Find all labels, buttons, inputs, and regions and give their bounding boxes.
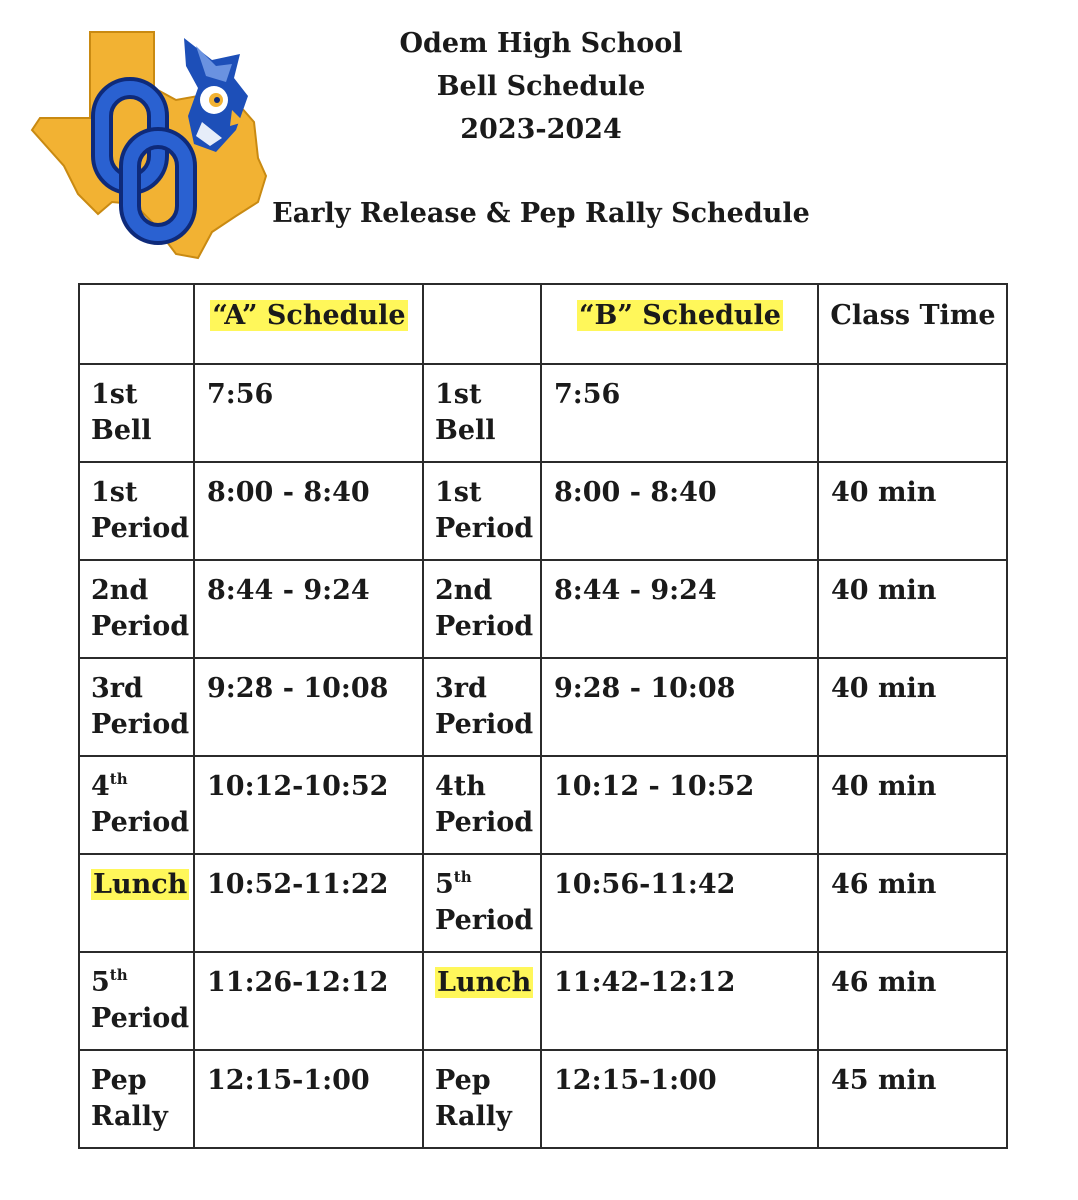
a-period-cell: 1st Period [79,462,194,560]
class-time-cell: 45 min [818,1050,1007,1148]
a-period-cell: 1st Bell [79,364,194,462]
b-time-cell: 12:15-1:00 [541,1050,818,1148]
class-time-cell: 40 min [818,560,1007,658]
b-period-cell [423,952,541,1050]
b-period-cell: 3rd Period [423,658,541,756]
b-period-cell: 5th Period [423,854,541,952]
header-b-period [423,284,541,364]
schedule-title: Bell Schedule [436,71,646,102]
b-time-cell: 9:28 - 10:08 [541,658,818,756]
b-time-cell: 8:00 - 8:40 [541,462,818,560]
a-period-cell: 4th Period [79,756,194,854]
b-period-cell: 1st Bell [423,364,541,462]
b-period-cell: 4th Period [423,756,541,854]
table-row [79,952,1007,1050]
table-row [79,364,1007,462]
class-time-cell [818,364,1007,462]
lunch-highlight: Lunch [93,869,188,900]
b-period-cell: 1st Period [423,462,541,560]
b-time-cell: 11:42-12:12 [541,952,818,1050]
a-time-cell: 8:44 - 9:24 [194,560,423,658]
table-row [79,462,1007,560]
header-a-schedule [194,284,423,364]
schedule-subtitle: Early Release & Pep Rally Schedule [272,198,810,229]
school-year: 2023-2024 [460,114,622,145]
b-period-cell: Pep Rally [423,1050,541,1148]
a-schedule-label: “A” Schedule [212,300,406,331]
class-time-cell: 46 min [818,952,1007,1050]
b-time-cell: 10:12 - 10:52 [541,756,818,854]
class-time-cell: 40 min [818,462,1007,560]
table-row [79,854,1007,952]
b-time-cell: 8:44 - 9:24 [541,560,818,658]
a-period-cell: 5th Period [79,952,194,1050]
bell-schedule-table [78,283,1008,1149]
a-time-cell: 9:28 - 10:08 [194,658,423,756]
b-time-cell: 10:56-11:42 [541,854,818,952]
header-a-period [79,284,194,364]
a-time-cell: 11:26-12:12 [194,952,423,1050]
lunch-highlight: Lunch [437,967,532,998]
a-time-cell: 12:15-1:00 [194,1050,423,1148]
b-period-cell: 2nd Period [423,560,541,658]
a-period-cell [79,854,194,952]
header-class-time: Class Time [818,284,1007,364]
b-time-cell: 7:56 [541,364,818,462]
class-time-cell: 40 min [818,658,1007,756]
class-time-cell: 40 min [818,756,1007,854]
a-period-cell: Pep Rally [79,1050,194,1148]
table-header-row [79,284,1007,364]
a-period-cell: 3rd Period [79,658,194,756]
b-schedule-label: “B” Schedule [579,300,781,331]
a-period-cell: 2nd Period [79,560,194,658]
table-row [79,1050,1007,1148]
a-time-cell: 7:56 [194,364,423,462]
table-row [79,756,1007,854]
school-name: Odem High School [399,28,683,59]
a-time-cell: 10:52-11:22 [194,854,423,952]
header-b-schedule [541,284,818,364]
table-row [79,658,1007,756]
table-row [79,560,1007,658]
a-time-cell: 8:00 - 8:40 [194,462,423,560]
odem-owls-logo-icon [26,26,270,262]
class-time-cell: 46 min [818,854,1007,952]
a-time-cell: 10:12-10:52 [194,756,423,854]
